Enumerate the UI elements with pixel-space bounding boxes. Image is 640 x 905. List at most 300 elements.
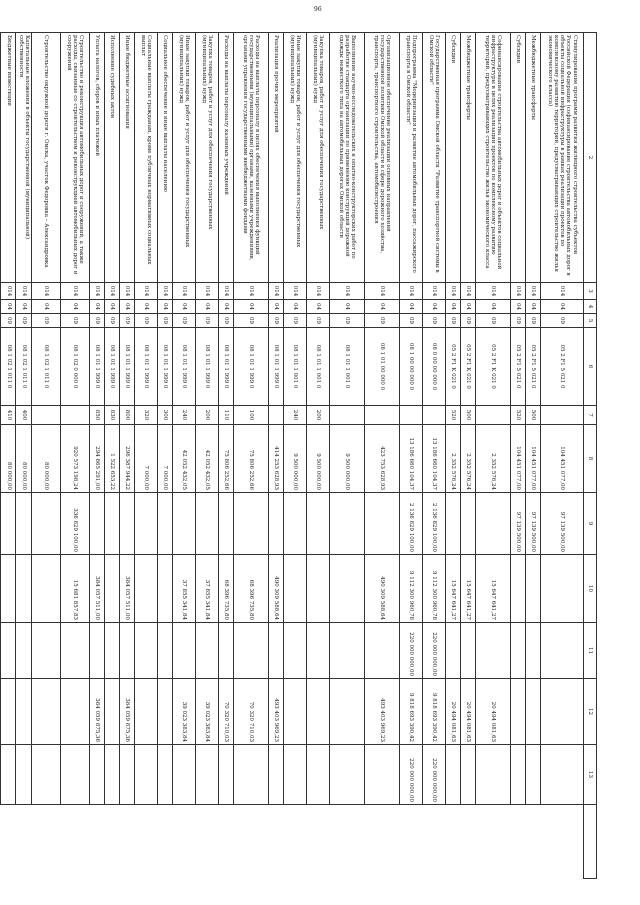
table-row: [446, 33, 461, 879]
cell-amount: 9 112 300 960,78: [423, 555, 446, 623]
cell-section: 04: [365, 300, 400, 314]
cell-section: 04: [526, 300, 541, 314]
cell-section: 04: [105, 300, 120, 314]
cell-amount: [511, 745, 526, 805]
cell-amount: [476, 745, 511, 805]
cell-subsection: 09: [61, 314, 90, 328]
column-header: 2: [584, 33, 597, 283]
cell-expense-type: 320: [135, 406, 158, 425]
cell-amount: 20 494 081,63: [446, 679, 461, 745]
table-row: [476, 33, 511, 879]
cell-amount: [32, 493, 61, 555]
cell-expense-type: 200: [307, 406, 330, 425]
cell-amount: 7 000,00: [158, 425, 173, 493]
cell-section: 04: [120, 300, 135, 314]
cell-amount: [158, 679, 173, 745]
cell-expense-type: 240: [284, 406, 307, 425]
cell-amount: 15 647 641,27: [476, 555, 511, 623]
cell-amount: [219, 493, 234, 555]
cell-amount: [16, 623, 32, 679]
cell-amount: [234, 493, 269, 555]
row-name: Капитальные вложения в объекты государственной (муниципальной) собственности: [16, 33, 32, 283]
cell-amount: [105, 745, 120, 805]
cell-subsection: [0, 314, 1, 328]
cell-target-article: 08 1 00 00 000 0: [400, 328, 423, 406]
row-name: [0, 33, 1, 283]
cell-expense-type: 240: [173, 406, 196, 425]
cell-subsection: 09: [105, 314, 120, 328]
cell-target-article: 08 1 01 1 999 0: [234, 328, 269, 406]
cell-section: 04: [219, 300, 234, 314]
cell-amount: [330, 555, 365, 623]
cell-target-article: 08 1 01 1 999 0: [269, 328, 284, 406]
cell-subsection: 09: [90, 314, 105, 328]
cell-amount: [1, 745, 16, 805]
cell-amount: 80 000,00: [16, 425, 32, 493]
cell-subsection: 09: [526, 314, 541, 328]
cell-amount: [541, 745, 584, 805]
cell-target-article: 05 2 F1 5 021 0: [526, 328, 541, 406]
cell-amount: [269, 493, 284, 555]
cell-amount: 97 139 500,00: [526, 493, 541, 555]
cell-section: 04: [173, 300, 196, 314]
cell-amount: 97 139 500,00: [541, 493, 584, 555]
cell-target-article: 08 1 01 1 999 0: [135, 328, 158, 406]
cell-subsection: 09: [219, 314, 234, 328]
cell-amount: 294 865 291,00: [90, 425, 105, 493]
cell-amount: 68 396 735,80: [234, 555, 269, 623]
row-name: Межбюджетные трансферты: [461, 33, 476, 283]
cell-amount: [330, 679, 365, 745]
column-header: [584, 805, 597, 879]
row-name: Исполнение судебных актов: [105, 33, 120, 283]
cell-amount: [135, 493, 158, 555]
column-header: 8: [584, 425, 597, 493]
row-name: Субсидии: [511, 33, 526, 283]
table-row: [158, 33, 173, 879]
cell-amount: [105, 493, 120, 555]
cell-amount: [307, 555, 330, 623]
column-number-header-row: [584, 33, 597, 879]
cell-amount: [541, 555, 584, 623]
row-name: Социальное обеспечение и иные выплаты населению: [158, 33, 173, 283]
cell-amount: [16, 493, 32, 555]
cell-expense-type: 520: [446, 406, 461, 425]
column-header: 7: [584, 406, 597, 425]
cell-amount: [526, 745, 541, 805]
table-row: [269, 33, 284, 879]
cell-amount: 15 681 857,83: [61, 555, 90, 623]
cell-section: 04: [511, 300, 526, 314]
cell-amount: [16, 679, 32, 745]
cell-expense-type: [541, 406, 584, 425]
cell-amount: 220 000 000,00: [423, 623, 446, 679]
cell-ministry-code: 014: [526, 283, 541, 300]
cell-amount: 9 112 300 960,78: [400, 555, 423, 623]
cell-ministry-code: 014: [173, 283, 196, 300]
cell-amount: [1, 679, 16, 745]
cell-amount: [135, 745, 158, 805]
cell-ministry-code: 014: [541, 283, 584, 300]
cell-subsection: 09: [330, 314, 365, 328]
cell-amount: [1, 555, 16, 623]
cell-amount: 2 352 576,24: [446, 425, 461, 493]
cell-target-article: 08 1 01 1 999 0: [173, 328, 196, 406]
column-header: 12: [584, 679, 597, 745]
table-row: [423, 33, 446, 879]
cell-section: 04: [400, 300, 423, 314]
cell-ministry-code: 014: [284, 283, 307, 300]
cell-amount: 15 647 641,27: [461, 555, 476, 623]
cell-ministry-code: 014: [135, 283, 158, 300]
table-row: [90, 33, 105, 879]
cell-section: 04: [135, 300, 158, 314]
cell-amount: 920 573 198,24: [61, 425, 90, 493]
cell-subsection: 09: [423, 314, 446, 328]
cell-expense-type: 800: [120, 406, 135, 425]
cell-amount: [0, 493, 1, 555]
cell-amount: [61, 745, 90, 805]
column-header: 11: [584, 623, 597, 679]
cell-amount: 490 309 588,64: [269, 555, 284, 623]
cell-amount: [105, 555, 120, 623]
cell-amount: 384 057 511,00: [90, 555, 105, 623]
cell-amount: [330, 745, 365, 805]
cell-amount: 97 139 500,00: [511, 493, 526, 555]
cell-target-article: 05 2 F1 K 021 0: [461, 328, 476, 406]
cell-subsection: 09: [446, 314, 461, 328]
cell-ministry-code: 014: [32, 283, 61, 300]
cell-ministry-code: 014: [511, 283, 526, 300]
cell-subsection: 09: [158, 314, 173, 328]
cell-amount: 220 000 000,00: [423, 745, 446, 805]
cell-amount: [158, 493, 173, 555]
cell-expense-type: 400: [16, 406, 32, 425]
cell-amount: [173, 623, 196, 679]
table-row: [330, 33, 365, 879]
cell-amount: 493 403 969,23: [365, 679, 400, 745]
cell-ministry-code: 014: [61, 283, 90, 300]
cell-amount: [284, 555, 307, 623]
cell-amount: [511, 623, 526, 679]
row-name: Реализация прочих мероприятий: [269, 33, 284, 283]
row-name: Субсидии: [446, 33, 461, 283]
cell-amount: [234, 745, 269, 805]
row-name: Расходы на выплаты персоналу в целях обеспечения выполнения функций государственными (муниципальными) органами, казенными учреждениями, органами управления государственными внебюджетными фондами: [234, 33, 269, 283]
cell-subsection: 09: [234, 314, 269, 328]
cell-section: 04: [476, 300, 511, 314]
cell-expense-type: 200: [196, 406, 219, 425]
page-number: 96: [314, 6, 322, 13]
cell-amount: 37 855 341,84: [196, 555, 219, 623]
cell-amount: [307, 745, 330, 805]
cell-expense-type: [0, 406, 1, 425]
cell-amount: [526, 679, 541, 745]
cell-amount: 2 136 829 100,00: [423, 493, 446, 555]
cell-section: [0, 300, 1, 314]
cell-amount: [461, 493, 476, 555]
table-row: [61, 33, 90, 879]
cell-amount: [307, 623, 330, 679]
cell-amount: [120, 623, 135, 679]
row-name: Иные бюджетные ассигнования: [120, 33, 135, 283]
cell-target-article: 08 1 01 1 999 0: [196, 328, 219, 406]
cell-target-article: 08 1 01 1 999 0: [219, 328, 234, 406]
cell-target-article: 08 1 01 1 001 0: [307, 328, 330, 406]
cell-section: 04: [196, 300, 219, 314]
cell-amount: [196, 493, 219, 555]
cell-amount: [541, 679, 584, 745]
cell-amount: 37 855 341,84: [173, 555, 196, 623]
cell-amount: 15 647 641,27: [446, 555, 461, 623]
cell-amount: 75 806 252,66: [219, 425, 234, 493]
cell-expense-type: [269, 406, 284, 425]
cell-amount: [105, 679, 120, 745]
cell-target-article: 08 1 02 0 000 0: [61, 328, 90, 406]
cell-amount: [0, 745, 1, 805]
cell-amount: [1, 493, 16, 555]
cell-amount: 42 052 432,05: [196, 425, 219, 493]
cell-amount: 9 818 693 390,42: [400, 679, 423, 745]
cell-amount: [158, 623, 173, 679]
cell-amount: [284, 493, 307, 555]
cell-ministry-code: 014: [158, 283, 173, 300]
cell-subsection: 09: [461, 314, 476, 328]
cell-expense-type: 500: [461, 406, 476, 425]
cell-amount: [330, 623, 365, 679]
cell-amount: 70 320 710,03: [219, 679, 234, 745]
row-name: Строительство и реконструкция автомобильных дорог и сооружений, а также расходы, связанные со строительством и реконструкцией автомобильных дорог и сооружений: [61, 33, 90, 283]
cell-amount: [16, 745, 32, 805]
column-header: 5: [584, 314, 597, 328]
cell-amount: 423 753 628,93: [365, 425, 400, 493]
cell-ministry-code: 014: [196, 283, 219, 300]
cell-subsection: 09: [365, 314, 400, 328]
cell-target-article: 05 2 F1 K 021 0: [476, 328, 511, 406]
cell-amount: [135, 555, 158, 623]
cell-amount: [511, 555, 526, 623]
cell-amount: [61, 679, 90, 745]
table-row: [541, 33, 584, 879]
cell-amount: [0, 623, 1, 679]
cell-expense-type: [32, 406, 61, 425]
cell-subsection: 09: [541, 314, 584, 328]
cell-amount: [1, 623, 16, 679]
cell-section: 04: [269, 300, 284, 314]
cell-amount: [105, 623, 120, 679]
table-row: [135, 33, 158, 879]
cell-amount: 384 057 511,00: [120, 555, 135, 623]
cell-amount: 80 000,00: [1, 425, 16, 493]
column-header: 4: [584, 300, 597, 314]
cell-amount: 414 253 628,93: [269, 425, 284, 493]
cell-amount: [446, 623, 461, 679]
cell-expense-type: 300: [158, 406, 173, 425]
table-row: [461, 33, 476, 879]
table-row: [105, 33, 120, 879]
cell-subsection: 09: [173, 314, 196, 328]
cell-amount: [269, 623, 284, 679]
table-row: [307, 33, 330, 879]
cell-amount: [365, 623, 400, 679]
cell-section: 04: [284, 300, 307, 314]
cell-section: 04: [16, 300, 32, 314]
cell-amount: 20 494 081,63: [476, 679, 511, 745]
cell-amount: [173, 745, 196, 805]
cell-target-article: 08 1 02 1 011 0: [32, 328, 61, 406]
cell-target-article: 05 2 F1 K 021 0: [446, 328, 461, 406]
cell-amount: [461, 745, 476, 805]
cell-section: 04: [446, 300, 461, 314]
cell-amount: [32, 679, 61, 745]
cell-section: 04: [423, 300, 446, 314]
cell-amount: 80 000,00: [32, 425, 61, 493]
cell-amount: 104 451 077,00: [511, 425, 526, 493]
table-row: [196, 33, 219, 879]
cell-amount: [0, 679, 1, 745]
cell-amount: 2 352 576,24: [461, 425, 476, 493]
row-name: Иные закупки товаров, работ и услуг для обеспечения государственных (муниципальных) нужд: [284, 33, 307, 283]
cell-amount: 336 829 100,00: [61, 493, 90, 555]
table-row: [234, 33, 269, 879]
cell-target-article: 05 2 F1 5 021 0: [541, 328, 584, 406]
cell-amount: 9 818 693 390,42: [423, 679, 446, 745]
cell-amount: 9 500 000,00: [307, 425, 330, 493]
cell-amount: [234, 623, 269, 679]
cell-target-article: 08 1 01 1 999 0: [105, 328, 120, 406]
cell-target-article: 05 2 F1 5 021 0: [511, 328, 526, 406]
cell-subsection: 09: [1, 314, 16, 328]
rotated-table-container: [5, 32, 597, 878]
cell-expense-type: 520: [511, 406, 526, 425]
cell-amount: [135, 679, 158, 745]
cell-ministry-code: 014: [234, 283, 269, 300]
table-row: [365, 33, 400, 879]
cell-ministry-code: 014: [219, 283, 234, 300]
table-row: [284, 33, 307, 879]
cell-subsection: 09: [307, 314, 330, 328]
cell-target-article: 08 1 01 1 999 0: [158, 328, 173, 406]
column-header: 6: [584, 328, 597, 406]
cell-amount: 493 403 969,23: [269, 679, 284, 745]
cell-subsection: 09: [511, 314, 526, 328]
cell-subsection: 09: [32, 314, 61, 328]
cell-ministry-code: 014: [365, 283, 400, 300]
cell-amount: [120, 745, 135, 805]
cell-amount: [476, 623, 511, 679]
cell-subsection: 09: [284, 314, 307, 328]
cell-amount: [0, 425, 1, 493]
budget-table: [0, 32, 597, 879]
cell-target-article: 08 1 01 1 999 0: [90, 328, 105, 406]
cell-amount: 104 451 077,00: [541, 425, 584, 493]
cell-amount: [307, 679, 330, 745]
cell-section: 04: [461, 300, 476, 314]
cell-amount: 9 500 000,00: [284, 425, 307, 493]
cell-amount: [476, 493, 511, 555]
cell-amount: [269, 745, 284, 805]
column-header: 3: [584, 283, 597, 300]
column-header: 10: [584, 555, 597, 623]
row-name: Государственная программа Омской области "Развитие транспортной системы в Омской области": [423, 33, 446, 283]
cell-expense-type: [476, 406, 511, 425]
cell-ministry-code: 014: [446, 283, 461, 300]
cell-target-article: 08 1 01 00 000 0: [365, 328, 400, 406]
cell-amount: [461, 623, 476, 679]
cell-expense-type: 410: [1, 406, 16, 425]
cell-amount: 220 000 000,00: [400, 623, 423, 679]
table-row: [16, 33, 32, 879]
cell-amount: 2 136 829 100,00: [400, 493, 423, 555]
row-name: Стимулирование программ развития жилищного строительства субъектов Российской Федерации (софинансирование строительства автомобильных дорог в объекты социальной инфраструктуры в рамках реализации проектов по комплексному развитию территорий, предусматривающих строительство жилья экономического класса): [541, 33, 584, 283]
cell-ministry-code: 014: [307, 283, 330, 300]
cell-amount: 39 023 383,84: [173, 679, 196, 745]
cell-amount: [90, 745, 105, 805]
cell-amount: [511, 679, 526, 745]
cell-ministry-code: 014: [400, 283, 423, 300]
cell-expense-type: 830: [105, 406, 120, 425]
cell-ministry-code: 014: [330, 283, 365, 300]
table-row: [511, 33, 526, 879]
cell-target-article: 08 1 01 1 001 0: [330, 328, 365, 406]
table-row: [400, 33, 423, 879]
cell-amount: 7 000,00: [135, 425, 158, 493]
cell-target-article: 08 1 01 1 001 0: [284, 328, 307, 406]
row-name: Строительство окружной дороги г. Омска, участок Федоровка – Александровка: [32, 33, 61, 283]
cell-section: 04: [158, 300, 173, 314]
cell-amount: 2 352 576,24: [476, 425, 511, 493]
cell-expense-type: 500: [526, 406, 541, 425]
cell-amount: [61, 623, 90, 679]
cell-amount: [0, 555, 1, 623]
cell-section: 04: [32, 300, 61, 314]
cell-ministry-code: 014: [476, 283, 511, 300]
cell-section: 04: [330, 300, 365, 314]
cell-expense-type: [400, 406, 423, 425]
cell-amount: [365, 493, 400, 555]
cell-amount: [526, 555, 541, 623]
cell-subsection: 09: [196, 314, 219, 328]
cell-ministry-code: [0, 283, 1, 300]
table-row: [219, 33, 234, 879]
cell-amount: [90, 493, 105, 555]
cell-target-article: [0, 328, 1, 406]
cell-section: 04: [541, 300, 584, 314]
cell-amount: [135, 623, 158, 679]
cell-amount: [219, 623, 234, 679]
cell-amount: 20 494 081,63: [461, 679, 476, 745]
column-header: 9: [584, 493, 597, 555]
cell-amount: 42 052 432,05: [173, 425, 196, 493]
cell-ministry-code: 014: [269, 283, 284, 300]
cell-subsection: 09: [16, 314, 32, 328]
row-name: Организационное обеспечение реализации основных направлений государственной политики Омской области в сфере дорожного хозяйства, транспорта, транспортного строительства, автомобилестроения: [365, 33, 400, 283]
cell-amount: [446, 493, 461, 555]
cell-amount: [446, 745, 461, 805]
cell-section: 04: [90, 300, 105, 314]
cell-expense-type: [365, 406, 400, 425]
cell-amount: 384 059 875,36: [120, 679, 135, 745]
cell-ministry-code: 014: [90, 283, 105, 300]
cell-subsection: 09: [120, 314, 135, 328]
row-name: Выполнение научно-исследовательских и опытно-конструкторских работ по разработке стандарта организации по применению конструкций дорожной одежды нежесткого типа на автомобильных дорогах Омской области: [330, 33, 365, 283]
row-name: Закупка товаров, работ и услуг для обеспечения государственных (муниципальных) нужд: [196, 33, 219, 283]
cell-expense-type: 850: [90, 406, 105, 425]
cell-amount: [196, 745, 219, 805]
row-name: Софинансирование строительства автомобильных дорог и объектов социальной инфраструктуры в целях реализации проектов по комплексному развитию территорий, предусматривающих строительство жилья экономического класса: [476, 33, 511, 283]
table-row: [120, 33, 135, 879]
cell-target-article: 08 1 01 1 999 0: [120, 328, 135, 406]
